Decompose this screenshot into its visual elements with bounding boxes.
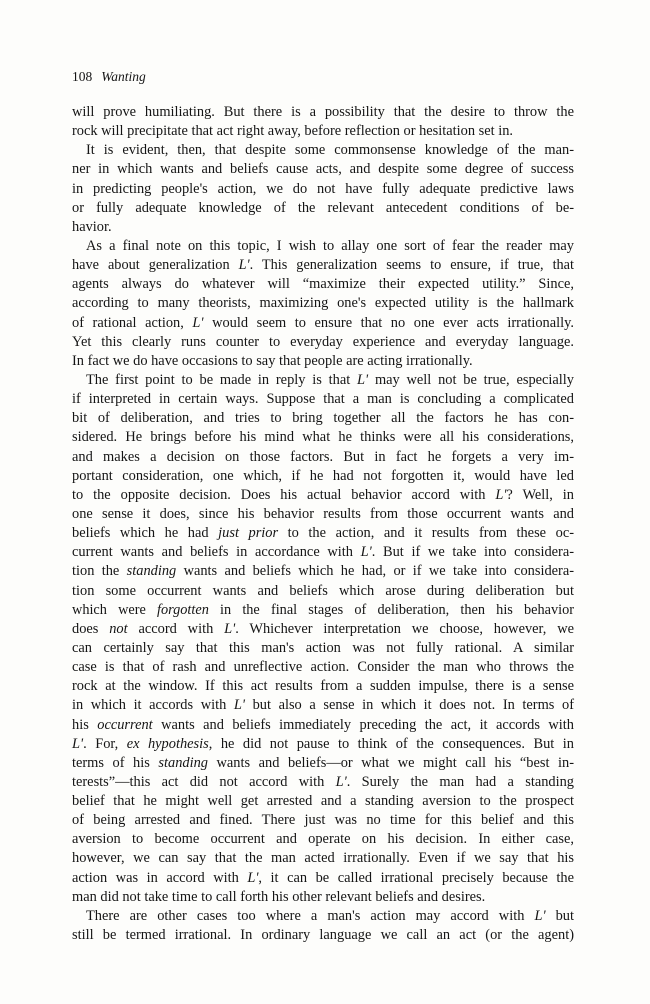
text-segment: does [72, 620, 110, 637]
text-line [72, 735, 574, 754]
text-line [72, 122, 574, 141]
text-line [72, 716, 574, 735]
text-segment: , he did not pause to think of the consequences. But in [208, 735, 574, 752]
text-segment: wants and beliefs which he had, or if we take into considera- [176, 563, 574, 580]
text-segment: sidered. He brings before his mind what he thinks were all his considerations, [72, 429, 574, 446]
text-segment: beliefs which he had [72, 525, 219, 542]
text-line [72, 409, 574, 428]
text-segment: one sense it does, since his behavior results from those occurrent wants and [72, 505, 574, 522]
text-line [72, 524, 574, 543]
text-line [72, 103, 574, 122]
text-line [72, 562, 574, 581]
text-segment: according to many theorists, maximizing one's expected utility is the hallmark [72, 295, 574, 312]
text-segment: rock will precipitate that act right away, before reflection or hesitation set in. [72, 123, 514, 140]
text-segment: will prove humiliating. But there is a possibility that the desire to throw the [72, 104, 574, 120]
text-line [72, 352, 574, 371]
text-segment: The first point to be made in reply is that [86, 371, 358, 388]
text-line [72, 620, 574, 639]
text-line [72, 926, 574, 945]
text-segment: but [545, 907, 574, 924]
text-line [72, 390, 574, 409]
text-segment: tion some occurrent wants and beliefs which arose during deliberation but [72, 582, 574, 599]
italic-text: standing [126, 563, 177, 580]
text-segment: aversion to become occurrent and operate on his decision. In either case, [72, 831, 574, 848]
text-line [72, 792, 574, 811]
text-line [72, 218, 574, 237]
text-segment: terms of his [72, 754, 159, 771]
text-segment: which were [72, 601, 158, 618]
text-segment: Yet this clearly runs counter to everyday experience and everyday language. [72, 333, 574, 350]
text-line [72, 543, 574, 562]
text-line [72, 773, 574, 792]
text-segment: would seem to ensure that no one ever acts irrationally. [203, 314, 574, 331]
text-line [72, 237, 574, 256]
text-segment: case is that of rash and unreflective action. Consider the man who throws the [72, 659, 574, 676]
italic-text: L' [233, 697, 245, 714]
text-segment: or fully adequate knowledge of the relevant antecedent conditions of be- [72, 199, 574, 216]
text-line [72, 811, 574, 830]
text-line [72, 601, 574, 620]
text-line [72, 677, 574, 696]
text-segment: however, we can say that the man acted irrationally. Even if we say that his [72, 850, 574, 867]
italic-text: L' [534, 907, 546, 924]
body-text [72, 103, 574, 945]
running-header [72, 68, 146, 86]
text-segment: to the action, and it results from these oc- [278, 525, 574, 542]
italic-text: L' [224, 620, 236, 637]
italic-text: L' [495, 486, 507, 503]
text-segment: havior. [72, 218, 112, 235]
text-line [72, 180, 574, 199]
italic-text: not [109, 620, 128, 637]
text-line [72, 582, 574, 601]
text-segment: As a final note on this topic, I wish to allay one sort of fear the reader may [86, 237, 574, 254]
text-segment: in predicting people's action, we do not have fully adequate predictive laws [72, 180, 574, 197]
text-line [72, 907, 574, 926]
text-line [72, 849, 574, 868]
text-segment: have about generalization [72, 257, 239, 274]
text-segment: . For, [83, 735, 127, 752]
text-segment: in the final stages of deliberation, then his behavior [208, 601, 574, 618]
text-segment: still be termed irrational. In ordinary language we call an act (or the agent) [72, 927, 574, 944]
text-line [72, 160, 574, 179]
text-segment: It is evident, then, that despite some commonsense knowledge of the man- [86, 142, 574, 159]
text-segment: . Surely the man had a standing [346, 773, 574, 790]
text-segment: man did not take time to call forth his other relevant beliefs and desires. [72, 888, 486, 905]
text-line [72, 448, 574, 467]
text-segment: bit of deliberation, and tries to bring together all the factors he has con- [72, 410, 574, 427]
text-line [72, 256, 574, 275]
text-segment: if interpreted in certain ways. Suppose that a man is concluding a complicated [72, 391, 574, 408]
text-segment: . But if we take into considera- [371, 544, 574, 561]
page-number: 108 [72, 69, 93, 84]
italic-text: L' [192, 314, 204, 331]
text-segment: of rational action, [72, 314, 193, 331]
text-segment: ner in which wants and beliefs cause acts, and despite some degree of success [72, 161, 574, 178]
text-segment: but also a sense in which it does not. In terms of [244, 697, 574, 714]
text-line [72, 141, 574, 160]
text-line [72, 371, 574, 390]
text-segment: to the opposite decision. Does his actual behavior accord with [72, 486, 496, 503]
italic-text: L' [72, 735, 84, 752]
text-segment: There are other cases too where a man's action may accord with [86, 907, 535, 924]
text-line [72, 467, 574, 486]
text-line [72, 333, 574, 352]
italic-text: L' [238, 257, 250, 274]
text-line [72, 639, 574, 658]
text-line [72, 275, 574, 294]
text-segment: In fact we do have occasions to say that people are acting irrationally. [72, 352, 473, 369]
text-segment: wants and beliefs immediately preceding the act, it accords with [152, 716, 574, 733]
text-segment: agents always do whatever will “maximize their expected utility.” Since, [72, 276, 574, 293]
text-line [72, 658, 574, 677]
text-line [72, 888, 574, 907]
text-line [72, 505, 574, 524]
text-line [72, 696, 574, 715]
text-line [72, 754, 574, 773]
text-segment: wants and beliefs—or what we might call his “best in- [207, 754, 574, 771]
text-segment: portant consideration, one which, if he had not forgotten it, would have led [72, 467, 574, 484]
italic-text: ex hypothesis [126, 735, 209, 752]
text-line [72, 869, 574, 888]
italic-text: L' [360, 544, 372, 561]
text-line [72, 199, 574, 218]
italic-text: forgotten [157, 601, 209, 618]
text-segment: belief that he might well get arrested and a standing aversion to the prospect [72, 793, 574, 810]
text-line [72, 830, 574, 849]
italic-text: standing [158, 754, 208, 771]
text-line [72, 294, 574, 313]
text-line [72, 314, 574, 333]
text-line [72, 486, 574, 505]
text-segment: can certainly say that this man's action was not fully rational. A similar [72, 639, 574, 656]
text-segment: of being arrested and fined. There just was no time for this belief and this [72, 812, 574, 829]
text-segment: action was in accord with [72, 869, 248, 886]
text-segment: . This generalization seems to ensure, if true, that [249, 257, 574, 274]
text-segment: terests”—this act did not accord with [72, 773, 336, 790]
text-segment: current wants and beliefs in accordance with [72, 544, 361, 561]
text-segment: ? Well, in [506, 486, 574, 503]
italic-text: occurrent [97, 716, 153, 733]
section-title: Wanting [101, 69, 146, 84]
italic-text: just prior [218, 525, 279, 542]
text-segment: and makes a decision on those factors. But in fact he forgets a very im- [72, 448, 574, 465]
italic-text: L' [247, 869, 259, 886]
text-segment: , it can be called irrational precisely because the [258, 869, 574, 886]
text-segment: in which it accords with [72, 697, 234, 714]
text-segment: accord with [127, 620, 225, 637]
text-segment: rock at the window. If this act results from a sudden impulse, there is a sense [72, 678, 574, 695]
text-line [72, 428, 574, 447]
text-segment: . Whichever interpretation we choose, however, we [235, 620, 574, 637]
italic-text: L' [335, 773, 347, 790]
text-segment: may well not be true, especially [368, 371, 574, 388]
italic-text: L' [357, 371, 369, 388]
text-segment: his [72, 716, 98, 733]
text-segment: tion the [72, 563, 127, 580]
